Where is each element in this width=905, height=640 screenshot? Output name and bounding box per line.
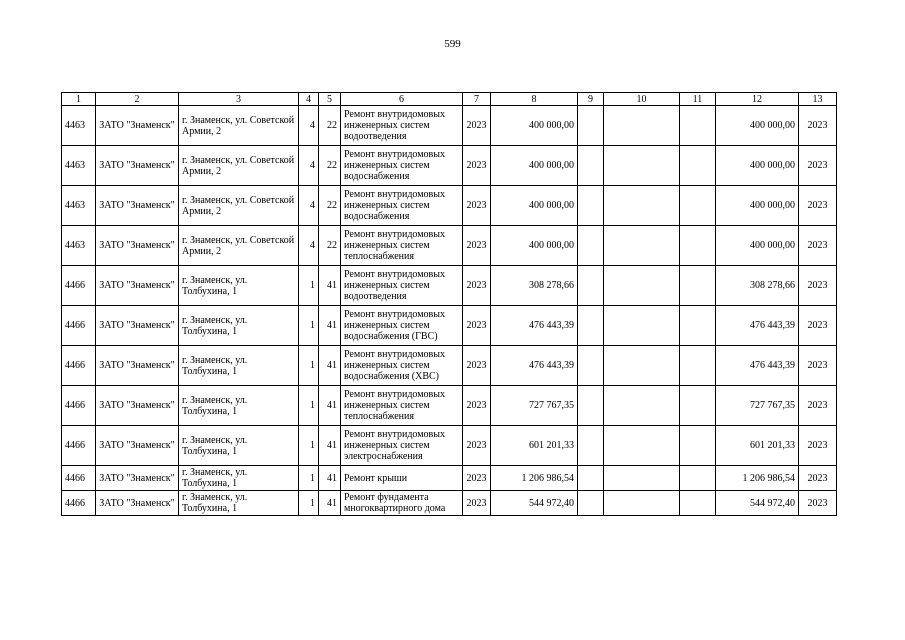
- cell-work-type: Ремонт внутридомовых инженерных систем водоснабжения: [341, 146, 463, 186]
- cell-number: 4466: [62, 466, 96, 491]
- cell-municipality: ЗАТО "Знаменск": [96, 426, 179, 466]
- cell-col-5: 41: [319, 306, 341, 346]
- cell-total: 601 201,33: [716, 426, 799, 466]
- cell-year: 2023: [463, 306, 491, 346]
- cell-col-10: [604, 426, 680, 466]
- cell-address: г. Знаменск, ул. Советской Армии, 2: [179, 226, 299, 266]
- cell-end-year: 2023: [799, 266, 837, 306]
- cell-cost: 601 201,33: [491, 426, 578, 466]
- cell-work-type: Ремонт внутридомовых инженерных систем водоснабжения: [341, 186, 463, 226]
- cell-address: г. Знаменск, ул. Толбухина, 1: [179, 306, 299, 346]
- cell-col-4: 1: [299, 386, 319, 426]
- cell-col-4: 4: [299, 146, 319, 186]
- cell-col-11: [680, 466, 716, 491]
- cell-total: 308 278,66: [716, 266, 799, 306]
- cell-address: г. Знаменск, ул. Толбухина, 1: [179, 426, 299, 466]
- cell-work-type: Ремонт внутридомовых инженерных систем теплоснабжения: [341, 386, 463, 426]
- table-row: [62, 466, 837, 491]
- column-header: 10: [604, 93, 680, 106]
- cell-col-5: 22: [319, 186, 341, 226]
- cell-cost: 727 767,35: [491, 386, 578, 426]
- repair-program-table: [61, 92, 837, 516]
- cell-col-4: 1: [299, 266, 319, 306]
- cell-total: 476 443,39: [716, 306, 799, 346]
- cell-work-type: Ремонт фундамента многоквартирного дома: [341, 491, 463, 516]
- column-header: 4: [299, 93, 319, 106]
- cell-number: 4466: [62, 346, 96, 386]
- cell-municipality: ЗАТО "Знаменск": [96, 266, 179, 306]
- cell-total: 400 000,00: [716, 186, 799, 226]
- cell-number: 4463: [62, 146, 96, 186]
- cell-cost: 1 206 986,54: [491, 466, 578, 491]
- cell-total: 400 000,00: [716, 106, 799, 146]
- cell-col-9: [578, 466, 604, 491]
- cell-cost: 476 443,39: [491, 346, 578, 386]
- column-header: 1: [62, 93, 96, 106]
- cell-total: 476 443,39: [716, 346, 799, 386]
- cell-col-10: [604, 491, 680, 516]
- cell-total: 400 000,00: [716, 226, 799, 266]
- cell-year: 2023: [463, 106, 491, 146]
- cell-total: 400 000,00: [716, 146, 799, 186]
- cell-municipality: ЗАТО "Знаменск": [96, 146, 179, 186]
- table-row: [62, 106, 837, 146]
- page-number: 599: [444, 38, 461, 50]
- cell-col-9: [578, 146, 604, 186]
- cell-col-9: [578, 491, 604, 516]
- cell-number: 4466: [62, 491, 96, 516]
- cell-col-11: [680, 306, 716, 346]
- cell-col-11: [680, 491, 716, 516]
- cell-col-9: [578, 346, 604, 386]
- cell-col-4: 1: [299, 306, 319, 346]
- cell-year: 2023: [463, 146, 491, 186]
- cell-address: г. Знаменск, ул. Толбухина, 1: [179, 466, 299, 491]
- cell-address: г. Знаменск, ул. Толбухина, 1: [179, 346, 299, 386]
- cell-end-year: 2023: [799, 346, 837, 386]
- cell-work-type: Ремонт внутридомовых инженерных систем теплоснабжения: [341, 226, 463, 266]
- cell-year: 2023: [463, 426, 491, 466]
- cell-municipality: ЗАТО "Знаменск": [96, 466, 179, 491]
- cell-col-11: [680, 106, 716, 146]
- column-number-row: [62, 93, 837, 106]
- cell-number: 4466: [62, 386, 96, 426]
- column-header: 5: [319, 93, 341, 106]
- cell-end-year: 2023: [799, 466, 837, 491]
- cell-year: 2023: [463, 266, 491, 306]
- column-header: 2: [96, 93, 179, 106]
- cell-work-type: Ремонт внутридомовых инженерных систем водоснабжения (ХВС): [341, 346, 463, 386]
- cell-address: г. Знаменск, ул. Толбухина, 1: [179, 491, 299, 516]
- cell-col-11: [680, 186, 716, 226]
- cell-col-11: [680, 146, 716, 186]
- cell-number: 4463: [62, 226, 96, 266]
- column-header: 12: [716, 93, 799, 106]
- cell-municipality: ЗАТО "Знаменск": [96, 306, 179, 346]
- cell-col-5: 41: [319, 466, 341, 491]
- cell-municipality: ЗАТО "Знаменск": [96, 491, 179, 516]
- cell-col-10: [604, 386, 680, 426]
- cell-year: 2023: [463, 226, 491, 266]
- cell-col-5: 41: [319, 491, 341, 516]
- cell-col-10: [604, 266, 680, 306]
- cell-col-5: 41: [319, 426, 341, 466]
- cell-col-10: [604, 106, 680, 146]
- table-row: [62, 386, 837, 426]
- cell-col-4: 4: [299, 106, 319, 146]
- cell-total: 544 972,40: [716, 491, 799, 516]
- cell-number: 4466: [62, 266, 96, 306]
- cell-col-9: [578, 306, 604, 346]
- cell-address: г. Знаменск, ул. Советской Армии, 2: [179, 146, 299, 186]
- cell-col-4: 1: [299, 466, 319, 491]
- cell-col-5: 22: [319, 146, 341, 186]
- cell-cost: 308 278,66: [491, 266, 578, 306]
- column-header: 3: [179, 93, 299, 106]
- cell-work-type: Ремонт внутридомовых инженерных систем водоснабжения (ГВС): [341, 306, 463, 346]
- table-row: [62, 491, 837, 516]
- cell-col-10: [604, 226, 680, 266]
- cell-cost: 400 000,00: [491, 106, 578, 146]
- cell-municipality: ЗАТО "Знаменск": [96, 346, 179, 386]
- cell-total: 727 767,35: [716, 386, 799, 426]
- cell-end-year: 2023: [799, 146, 837, 186]
- cell-total: 1 206 986,54: [716, 466, 799, 491]
- cell-col-10: [604, 466, 680, 491]
- cell-col-11: [680, 386, 716, 426]
- cell-address: г. Знаменск, ул. Толбухина, 1: [179, 386, 299, 426]
- cell-cost: 544 972,40: [491, 491, 578, 516]
- cell-col-4: 1: [299, 346, 319, 386]
- cell-col-11: [680, 226, 716, 266]
- cell-end-year: 2023: [799, 426, 837, 466]
- cell-year: 2023: [463, 491, 491, 516]
- table-row: [62, 346, 837, 386]
- cell-municipality: ЗАТО "Знаменск": [96, 226, 179, 266]
- cell-number: 4466: [62, 426, 96, 466]
- column-header: 8: [491, 93, 578, 106]
- cell-number: 4463: [62, 186, 96, 226]
- table-row: [62, 266, 837, 306]
- cell-work-type: Ремонт внутридомовых инженерных систем водоотведения: [341, 266, 463, 306]
- cell-col-9: [578, 426, 604, 466]
- column-header: 6: [341, 93, 463, 106]
- column-header: 9: [578, 93, 604, 106]
- cell-col-10: [604, 186, 680, 226]
- cell-col-5: 41: [319, 346, 341, 386]
- cell-end-year: 2023: [799, 106, 837, 146]
- cell-col-9: [578, 186, 604, 226]
- cell-col-4: 1: [299, 491, 319, 516]
- table-row: [62, 146, 837, 186]
- cell-municipality: ЗАТО "Знаменск": [96, 386, 179, 426]
- cell-cost: 400 000,00: [491, 146, 578, 186]
- cell-col-11: [680, 426, 716, 466]
- cell-end-year: 2023: [799, 306, 837, 346]
- cell-work-type: Ремонт внутридомовых инженерных систем электроснабжения: [341, 426, 463, 466]
- column-header: 13: [799, 93, 837, 106]
- cell-col-5: 41: [319, 386, 341, 426]
- cell-col-9: [578, 266, 604, 306]
- cell-col-9: [578, 106, 604, 146]
- cell-col-5: 22: [319, 106, 341, 146]
- cell-end-year: 2023: [799, 226, 837, 266]
- cell-col-4: 4: [299, 186, 319, 226]
- cell-work-type: Ремонт внутридомовых инженерных систем водоотведения: [341, 106, 463, 146]
- cell-year: 2023: [463, 466, 491, 491]
- cell-cost: 476 443,39: [491, 306, 578, 346]
- cell-year: 2023: [463, 386, 491, 426]
- cell-col-10: [604, 306, 680, 346]
- cell-cost: 400 000,00: [491, 226, 578, 266]
- cell-municipality: ЗАТО "Знаменск": [96, 186, 179, 226]
- cell-col-10: [604, 146, 680, 186]
- cell-municipality: ЗАТО "Знаменск": [96, 106, 179, 146]
- cell-col-5: 22: [319, 226, 341, 266]
- cell-col-5: 41: [319, 266, 341, 306]
- cell-col-9: [578, 386, 604, 426]
- cell-address: г. Знаменск, ул. Советской Армии, 2: [179, 186, 299, 226]
- table-row: [62, 186, 837, 226]
- table-row: [62, 306, 837, 346]
- cell-number: 4463: [62, 106, 96, 146]
- cell-cost: 400 000,00: [491, 186, 578, 226]
- column-header: 11: [680, 93, 716, 106]
- cell-col-9: [578, 226, 604, 266]
- cell-work-type: Ремонт крыши: [341, 466, 463, 491]
- cell-address: г. Знаменск, ул. Толбухина, 1: [179, 266, 299, 306]
- cell-year: 2023: [463, 346, 491, 386]
- table-row: [62, 426, 837, 466]
- cell-end-year: 2023: [799, 386, 837, 426]
- cell-end-year: 2023: [799, 186, 837, 226]
- cell-col-10: [604, 346, 680, 386]
- table-row: [62, 226, 837, 266]
- cell-col-4: 1: [299, 426, 319, 466]
- cell-number: 4466: [62, 306, 96, 346]
- cell-col-4: 4: [299, 226, 319, 266]
- cell-end-year: 2023: [799, 491, 837, 516]
- cell-col-11: [680, 346, 716, 386]
- cell-col-11: [680, 266, 716, 306]
- column-header: 7: [463, 93, 491, 106]
- cell-address: г. Знаменск, ул. Советской Армии, 2: [179, 106, 299, 146]
- cell-year: 2023: [463, 186, 491, 226]
